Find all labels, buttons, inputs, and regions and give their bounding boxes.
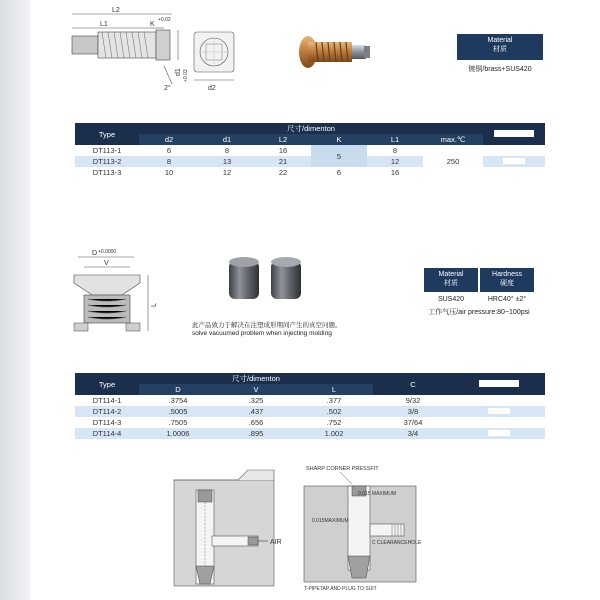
cell-d: 1.0006 [139,428,217,439]
cell-l2: 22 [255,167,311,178]
header-d1: d1 [199,134,255,145]
cell-c: 37/64 [373,417,453,428]
label-maximum-top: 0.015 MAXIMUM [358,491,397,497]
label-d: D [92,250,98,257]
label-chamfer: 2° [164,85,171,92]
cell-d1: 8 [199,145,255,156]
brass-vent-photo [296,30,376,76]
hardness-header-en: Hardness [492,271,522,278]
material-header-en: Material [438,271,464,278]
cell-blank [453,395,545,406]
cell-l2: 16 [255,145,311,156]
cell-type: DT113-2 [75,156,139,167]
steel-vent-photo [225,255,315,305]
label-air: AIR [270,539,282,546]
header-type: Type [75,373,139,395]
cell-v: .437 [217,406,295,417]
cell-type: DT114-3 [75,417,139,428]
cell-v: .325 [217,395,295,406]
product-note [192,322,342,338]
cell-blank [483,167,545,178]
cell-blank [483,156,545,167]
installation-diagram-left [168,466,288,590]
label-pipetap: T-PIPETAP AND PLUG TO SUIT [304,586,377,592]
cell-c: 3/4 [373,428,453,439]
cell-blank [453,417,545,428]
label-l2: L2 [112,7,120,14]
cell-v: .656 [217,417,295,428]
hardness-header-cn: 硬度 [500,280,514,287]
header-blank [453,373,545,395]
header-max-temp: max.℃ [423,134,483,145]
cell-type: DT114-4 [75,428,139,439]
label-sharp-corner: SHARP CORNER PRESSFIT [306,466,379,472]
header-dimension: 尺寸/dimenton [139,373,373,384]
table-row [75,428,545,439]
cell-c: 3/8 [373,406,453,417]
spec-table-dt113 [75,123,545,178]
header-l2: L2 [255,134,311,145]
installation-diagram-right [300,462,440,592]
cell-blank [453,428,545,439]
cell-d2: 6 [139,145,199,156]
material-header-en: Material [487,37,513,44]
cell-c: 9/32 [373,395,453,406]
spec-table-dt114 [75,373,545,439]
label-d1-tol-upper: +0.03 [183,69,189,82]
d1-dimension [172,40,190,86]
material-header [424,268,478,292]
cell-d2: 10 [139,167,199,178]
cell-d: .7505 [139,417,217,428]
material-header [457,34,543,60]
table-row [75,145,545,156]
page-left-shade [0,0,30,600]
label-d2: d2 [208,85,216,92]
cell-l1: 8 [367,145,423,156]
cell-d1: 13 [199,156,255,167]
label-d-tol-upper: +0.0000 [98,249,117,255]
header-blank [483,123,545,145]
cell-v: .895 [217,428,295,439]
cell-d: .5005 [139,406,217,417]
cell-d1: 12 [199,167,255,178]
cell-l: .752 [295,417,373,428]
label-k: K [150,21,155,28]
label-k-tol: +0.02 [158,17,171,23]
label-clearance: C CLEARANCEHOLE [372,540,422,546]
cell-l: 1.002 [295,428,373,439]
cell-type: DT113-1 [75,145,139,156]
cell-l: .502 [295,406,373,417]
header-c: C [373,373,453,395]
hardness-value: HRC40° ±2° [487,296,527,303]
header-l: L [295,384,373,395]
cell-d2: 8 [139,156,199,167]
cell-l: .377 [295,395,373,406]
cell-blank [453,406,545,417]
header-d: D [139,384,217,395]
cell-l1: 12 [367,156,423,167]
note-cn: 此产品致力于解决在注塑成形期间产生的真空问题。 [192,322,342,329]
label-v: V [104,260,109,267]
cell-k-merged: 5 [311,145,367,167]
label-l1: L1 [100,21,108,28]
material-header-cn: 材质 [493,46,507,53]
cell-l1: 16 [367,167,423,178]
air-pressure-text: 工作气压/air pressure:80~100psi [428,309,530,316]
cell-k: 6 [311,167,367,178]
material-value: SUS420 [437,296,465,303]
vent-drawing-end-view [190,30,240,96]
cell-type: DT114-1 [75,395,139,406]
header-d2: d2 [139,134,199,145]
header-l1: L1 [367,134,423,145]
header-v: V [217,384,295,395]
material-box-2 [424,268,534,317]
cell-l2: 21 [255,156,311,167]
material-box-1 [457,34,543,74]
cell-type: DT114-2 [75,406,139,417]
cell-max-temp: 250 [423,145,483,178]
material-value: 镀铜/brass+SUS420 [468,66,532,73]
header-k: K [311,134,367,145]
table-row [75,395,545,406]
vent-drawing-side-view [60,4,190,94]
header-dimension: 尺寸/dimenton [139,123,483,134]
cell-blank [483,145,545,156]
table-row [75,417,545,428]
hardness-header [480,268,534,292]
label-maximum-side: 0.015MAXIMUM [312,518,349,524]
header-type: Type [75,123,139,145]
cell-type: DT113-3 [75,167,139,178]
note-en: solve vacuumed problem when injecting molding [192,330,332,337]
label-d1: d1 [175,68,182,76]
label-l: L [151,303,158,307]
cell-d: .3754 [139,395,217,406]
vacuum-vent-drawing [70,245,160,340]
table-row [75,406,545,417]
material-header-cn: 材质 [444,280,458,287]
